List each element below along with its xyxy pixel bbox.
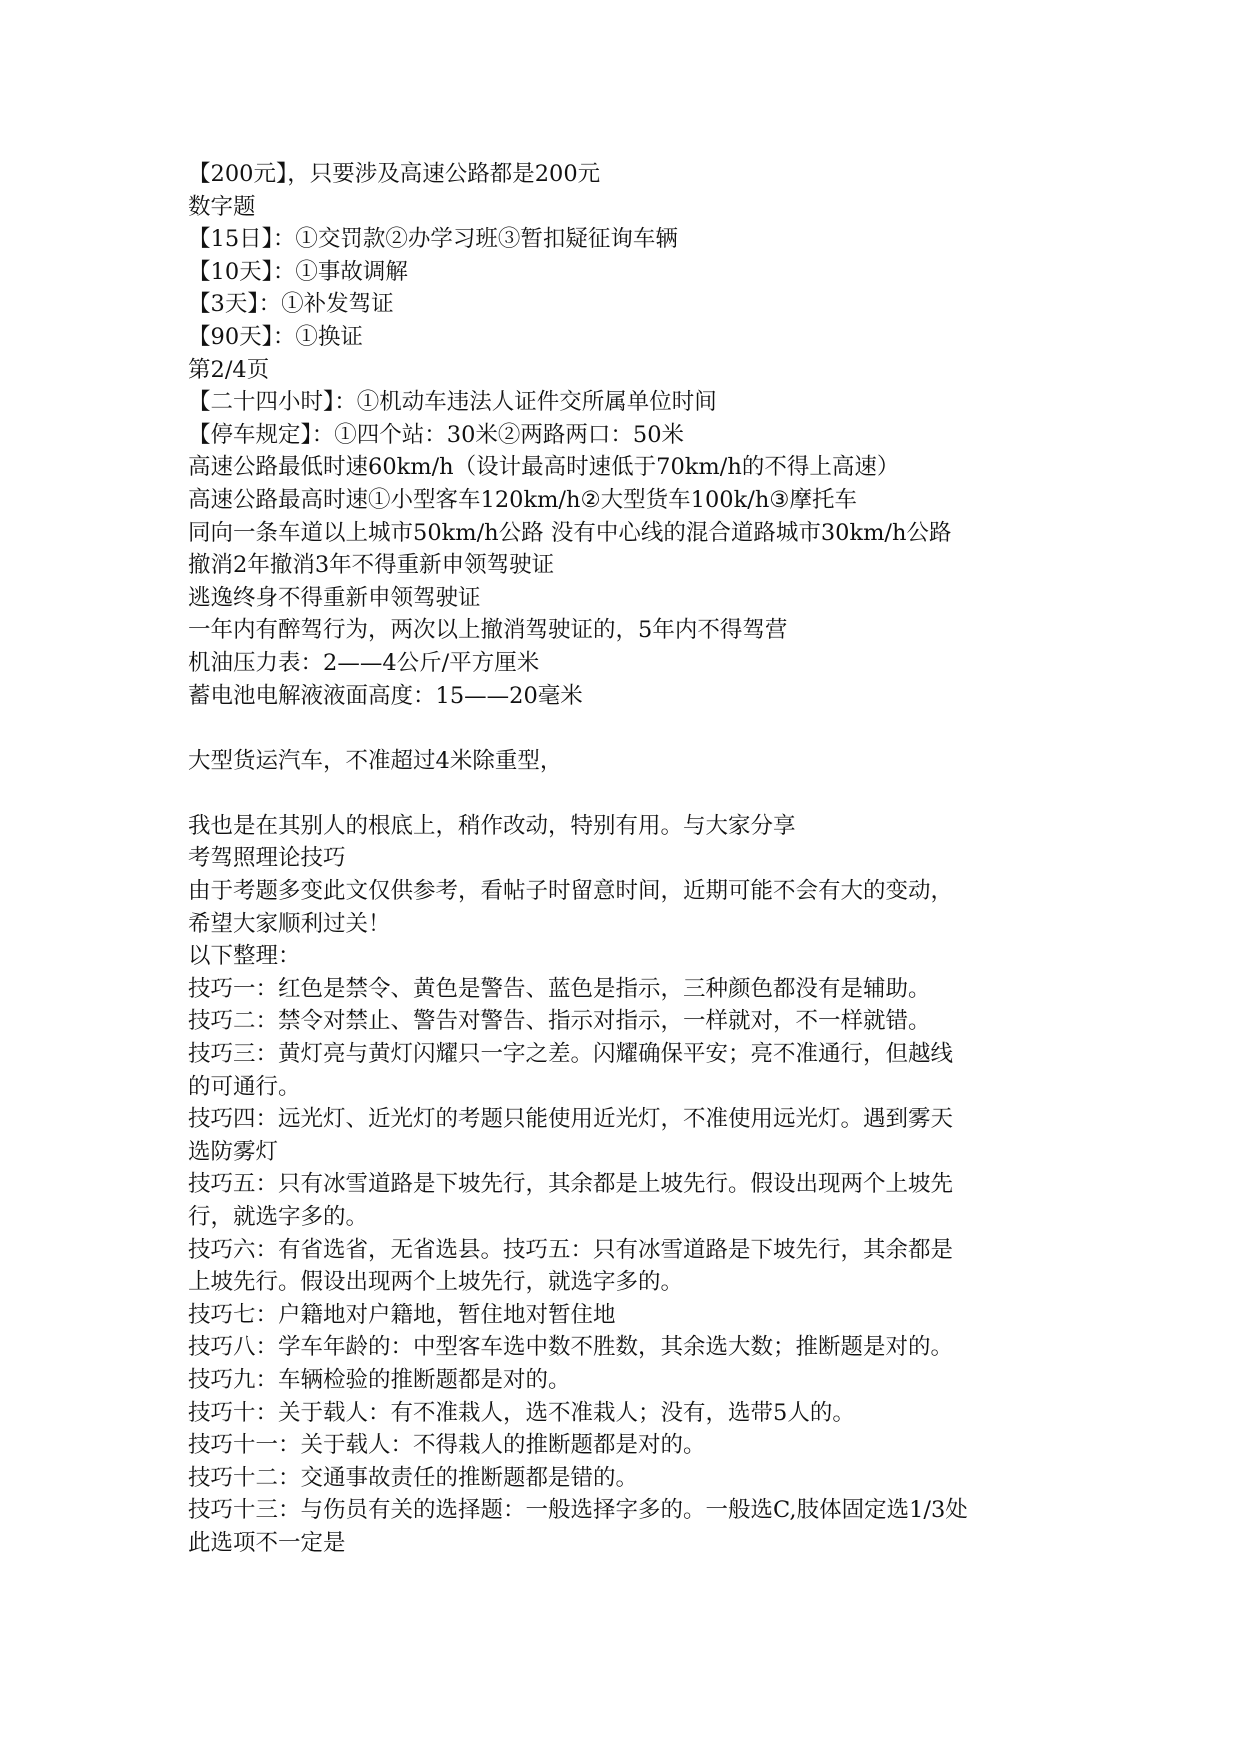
text-line: 技巧五：只有冰雪道路是下坡先行，其余都是上坡先行。假设出现两个上坡先 <box>188 1171 954 1198</box>
text-line: 【10天】：①事故调解 <box>188 258 408 285</box>
text-line: 【停车规定】：①四个站：30米②两路两口：50米 <box>188 421 685 448</box>
text-line: 此选项不一定是 <box>188 1529 346 1556</box>
text-line: 技巧十一：关于载人：不得栽人的推断题都是对的。 <box>188 1432 706 1459</box>
text-line: 技巧二：禁令对禁止、警告对警告、指示对指示，一样就对，不一样就错。 <box>188 1008 931 1035</box>
text-line: 技巧四：远光灯、近光灯的考题只能使用近光灯，不准使用远光灯。遇到雾天 <box>188 1106 954 1133</box>
text-line: 技巧十：关于载人：有不准栽人，选不准栽人；没有，选带5人的。 <box>188 1399 855 1426</box>
text-line: 【3天】：①补发驾证 <box>188 291 394 318</box>
text-line: 技巧十三：与伤员有关的选择题：一般选择字多的。一般选C,肢体固定选1/3处 <box>188 1497 968 1524</box>
text-line: 上坡先行。假设出现两个上坡先行，就选字多的。 <box>188 1269 684 1296</box>
text-line: 【二十四小时】：①机动车违法人证件交所属单位时间 <box>188 389 717 416</box>
text-line: 高速公路最低时速60km/h（设计最高时速低于70km/h的不得上高速） <box>188 454 900 481</box>
text-line: 由于考题多变此文仅供参考，看帖子时留意时间，近期可能不会有大的变动， <box>188 878 954 905</box>
text-line: 技巧三：黄灯亮与黄灯闪耀只一字之差。闪耀确保平安；亮不准通行，但越线 <box>188 1041 954 1068</box>
text-line: 【90天】：①换证 <box>188 323 363 350</box>
document-body <box>188 158 1068 1560</box>
text-line: 的可通行。 <box>188 1073 301 1100</box>
text-line: 【15日】：①交罚款②办学习班③暂扣疑征询车辆 <box>188 226 678 253</box>
text-line: 逃逸终身不得重新申领驾驶证 <box>188 584 481 611</box>
text-line: 我也是在其别人的根底上，稍作改动，特别有用。与大家分享 <box>188 812 796 839</box>
text-line: 以下整理： <box>188 943 301 970</box>
text-line: 技巧六：有省选省，无省选县。技巧五：只有冰雪道路是下坡先行，其余都是 <box>188 1236 954 1263</box>
text-line: 技巧八：学车年龄的：中型客车选中数不胜数，其余选大数；推断题是对的。 <box>188 1334 954 1361</box>
text-line: 技巧十二：交通事故责任的推断题都是错的。 <box>188 1464 639 1491</box>
text-line: 选防雾灯 <box>188 1138 279 1165</box>
text-line: 蓄电池电解液液面高度：15——20毫米 <box>188 682 583 709</box>
text-line: 一年内有醉驾行为，两次以上撤消驾驶证的，5年内不得驾营 <box>188 617 788 644</box>
text-line: 高速公路最高时速①小型客车120km/h②大型货车100k/h③摩托车 <box>188 486 857 513</box>
blank-line <box>188 712 1068 745</box>
text-line: 技巧七：户籍地对户籍地，暂住地对暂住地 <box>188 1301 616 1328</box>
blank-line <box>188 777 1068 810</box>
text-line: 数字题 <box>188 193 256 220</box>
text-line: 技巧一：红色是禁令、黄色是警告、蓝色是指示，三种颜色都没有是辅助。 <box>188 975 931 1002</box>
text-line: 【200元】，只要涉及高速公路都是200元 <box>188 161 601 187</box>
text-line: 机油压力表：2——4公斤/平方厘米 <box>188 649 540 676</box>
text-line: 大型货运汽车，不准超过4米除重型， <box>188 747 563 774</box>
text-line: 考驾照理论技巧 <box>188 845 346 872</box>
text-line: 技巧九：车辆检验的推断题都是对的。 <box>188 1366 571 1393</box>
text-line: 行，就选字多的。 <box>188 1204 369 1230</box>
text-line: 第2/4页 <box>188 356 270 383</box>
text-line: 希望大家顺利过关！ <box>188 910 391 937</box>
text-line: 同向一条车道以上城市50km/h公路 没有中心线的混合道路城市30km/h公路 <box>188 519 952 546</box>
text-line: 撤消2年撤消3年不得重新申领驾驶证 <box>188 552 555 579</box>
